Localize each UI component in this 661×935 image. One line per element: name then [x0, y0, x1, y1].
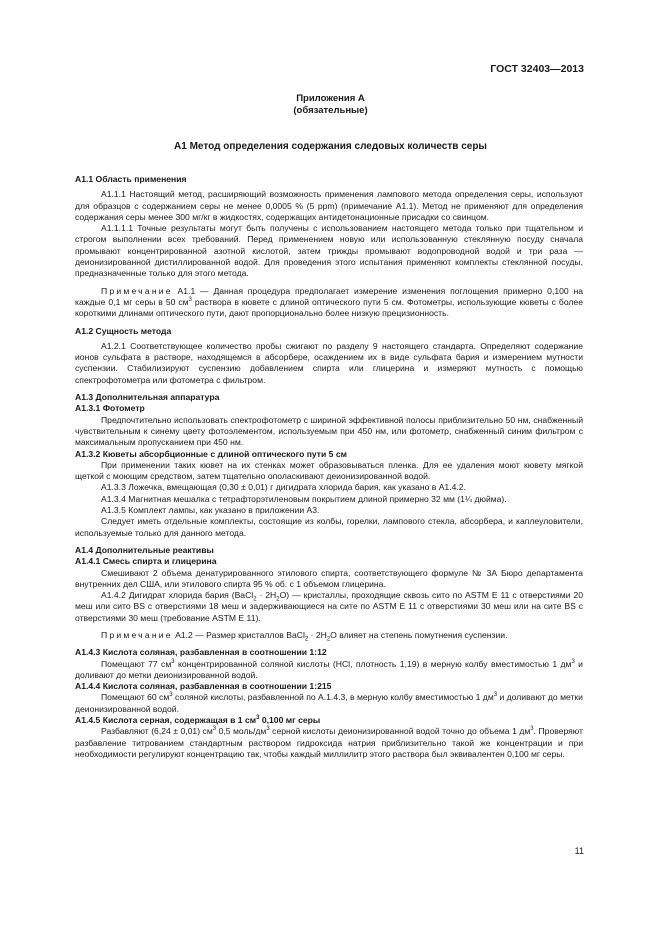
- note-a1-2: Примечание А1.2 — Размер кристаллов BaCl$_2$ · $2H_2O$ влияет на степень помутнения суспензии.: [101, 629, 508, 643]
- heading-a1-3-2: А1.3.2 Кюветы абсорбционные с длиной оптического пути 5 см: [75, 448, 347, 459]
- paragraph-a1-3-3: А1.3.3 Ложечка, вмещающая (0,30 ± 0,01) г дигидрата хлорида бария, как указано в А1.4.2.: [101, 482, 466, 493]
- note-label: Примечание: [101, 629, 173, 640]
- paragraph-a1-4-5: Разбавляют (6,24 ± 0,01) $см^3$ 0,5 моль/$дм^3$ серной кислоты деионизированной водой точно до объема 1 $дм^3$. Проверяют разбавление титрованием стандартным раствором гидроксида натрия приблизительно такой же концентрации и при необходимости регулируют концентрацию так, чтобы каждый миллилитр этого раствора был эквивалентен 0,100 мг серы.: [75, 726, 583, 759]
- page-number: 11: [574, 846, 584, 856]
- heading-a1-4-1: А1.4.1 Смесь спирта и глицерина: [75, 556, 217, 567]
- paragraph-a1-4-2: А1.4.2 Дигидрат хлорида бария (BaCl$_2$ · $2H_2O$) — кристаллы, проходящие сквозь сито по ASTM E 11 с отверстиями 20 меш или сито BS с отверстиями 18 меш и задерживающиеся на сите по ASTM E 11 с отверстиями 30 меш или на сите BS с отверстиями 30 меш (требование ASTM E 11).: [75, 590, 583, 623]
- paragraph-alcohol-glycerin: Смешивают 2 объема денатурированного этилового спирта, соответствующего формуле № 3А Бюро департамента внутренних дел США, или этилового спирта 95 % об. с 1 объемом глицерина.: [75, 567, 583, 589]
- heading-a1-1: А1.1 Область применения: [75, 174, 187, 184]
- paragraph-a1-4-4: Помещают 60 $см^3$ соляной кислоты, разбавленной по А.1.4.3, в мерную колбу вместимостью 1 $дм^3$ и доливают до метки деионизированной водой.: [75, 692, 583, 714]
- paragraph-a1-2-1: А1.2.1 Соответствующее количество пробы сжигают по разделу 9 настоящего стандарта. Определяют содержание ионов сульфата в растворе, находящемся в абсорбере, осаждением их в виде сульфата бария и измерением мутности суспензии. Стабилизируют суспензию добавлением спирта или глицерина и измеряют мутность с помощью спектрофотометра или фотометра с фильтром.: [75, 340, 583, 385]
- heading-a1-4-5: А1.4.5 Кислота серная, содержащая в 1 $см^3$ 0,100 мг серы: [75, 715, 321, 726]
- paragraph-a1-1-1-1: А1.1.1.1 Точные результаты могут быть получены с использованием настоящего метода только при тщательном и строгом выполнении всех требований. Перед применением новую или использованную стеклянную посуду сначала промывают концентрированной азотной кислотой, затем трижды промывают водопроводной водой и три раза — деионизированной дистиллированной водой. Для проведения этого испытания применяют комплекты стеклянной посуды, предназначенные только для этого метода.: [75, 223, 583, 279]
- heading-a1-3: А1.3 Дополнительная аппаратура: [75, 392, 220, 403]
- section-title: А1 Метод определения содержания следовых количеств серы: [174, 141, 487, 152]
- standard-id: ГОСТ 32403—2013: [490, 63, 584, 75]
- heading-a1-4: А1.4 Дополнительные реактивы: [75, 544, 214, 555]
- paragraph-cuvettes: При применении таких кювет на их стенках может образовываться пленка. Для ее удаления моют кювету мягкой щеткой с моющим средством, затем тщательно ополаскивают деионизированной водой.: [75, 459, 583, 482]
- note-a1-1: Примечание А1.1 — Данная процедура предполагает измерение изменения поглощения примерно 0,100 на каждые 0,1 мг серы в 50 $см^3$ раствора в кювете с длиной оптического пути 5 см. Фотометры, использующие кюветы с более короткими длинами оптического пути, дают пропорционально более низкую прецизионность.: [75, 285, 583, 319]
- paragraph-a1-3-5: А1.3.5 Комплект лампы, как указано в приложении А3.: [101, 505, 320, 516]
- heading-a1-4-4: А1.4.4 Кислота соляная, разбавленная в соотношении 1:215: [75, 681, 332, 692]
- paragraph-a1-3-4: А1.3.4 Магнитная мешалка с тетрафторэтиленовым покрытием длиной примерно 32 мм (1¼ дюйма).: [101, 493, 507, 504]
- heading-a1-2: А1.2 Сущность метода: [75, 325, 172, 336]
- appendix-title: Приложения А: [296, 93, 365, 104]
- document-body: [75, 174, 583, 760]
- appendix-heading: [0, 93, 661, 117]
- note-label: Примечание: [101, 285, 173, 296]
- appendix-subtitle: (обязательные): [293, 105, 368, 116]
- heading-a1-4-3: А1.4.3 Кислота соляная, разбавленная в соотношении 1:12: [75, 647, 327, 658]
- paragraph-photometer: Предпочтительно использовать спектрофотометр с шириной эффективной полосы приблизительно 50 нм, снабженный чувствительным к синему цвету фотоэлементом, используемым при 450 нм, или фотометр, снабженный синим фильтром с максимальным пропусканием при 450 нм.: [75, 414, 583, 448]
- paragraph-a1-4-3: Помещают 77 $см^3$ концентрированной соляной кислоты (HCl, плотность 1,19) в мерную колбу вместимостью 1 $дм^3$ и доливают до метки деионизированной водой.: [75, 658, 583, 680]
- paragraph-lamp-sets: Следует иметь отдельные комплекты, состоящие из колбы, горелки, лампового стекла, абсорбера, и каплеуловители, используемые только для данного метода.: [75, 516, 583, 538]
- heading-a1-3-1: А1.3.1 Фотометр: [75, 403, 145, 414]
- paragraph-a1-1-1: А1.1.1 Настоящий метод, расширяющий возможность применения лампового метода определения серы, используют для образцов с содержанием серы не менее 0,0005 % (5 ppm) (примечание А1.1). Метод не применяют для определения содержания серы менее 300 мг/кг в жидкостях, содержащих антидетонационные присадки со свинцом.: [75, 189, 583, 222]
